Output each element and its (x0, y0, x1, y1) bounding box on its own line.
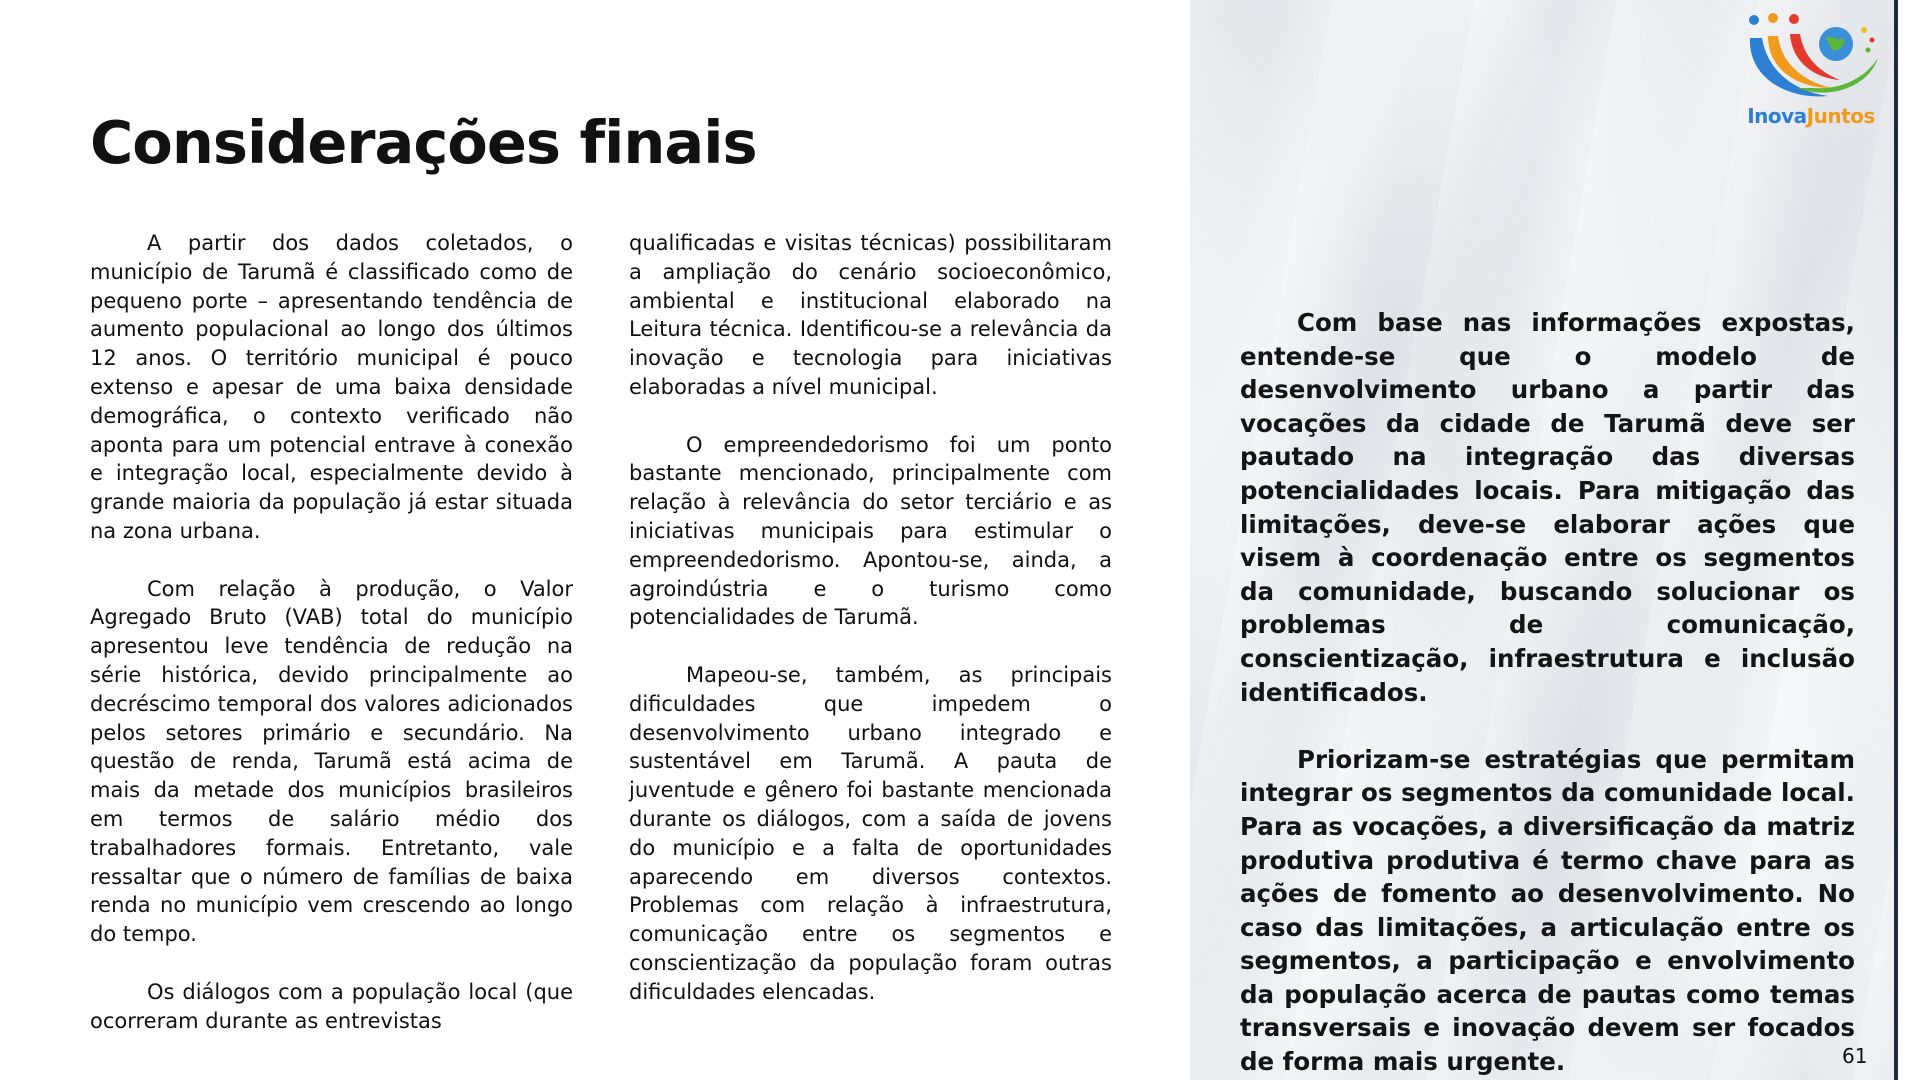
paragraph: O empreendedorismo foi um ponto bastante mencionado, principalmente com relação à relevância do setor terciário e as iniciativas municipais para estimular o empreendedorismo. Apontou-se, ainda, a agroindústria e o turismo como potencialidades de Tarumã. (629, 432, 1112, 630)
text-column-left (90, 229, 573, 1035)
logo-wordmark: InovaJuntos (1747, 104, 1875, 128)
text-column-middle (629, 229, 1112, 1007)
inovajuntos-logo (1728, 8, 1888, 133)
page-title: Considerações finais (90, 108, 757, 177)
paragraph: Com base nas informações expostas, entende-se que o modelo de desenvolvimento urbano a partir das vocações da cidade de Tarumã deve ser pautado na integração das diversas potencialidades locais. Para mitigação das limitações, deve-se elaborar ações que visem à coordenação entre os segmentos da comunidade, buscando solucionar os problemas de comunicação, conscientização, infraestrutura e inclusão identificados. (1240, 308, 1855, 707)
paragraph: A partir dos dados coletados, o município de Tarumã é classificado como de pequeno porte – apresentando tendência de aumento populacional ao longo dos últimos 12 anos. O território municipal é pouco extenso e apesar de uma baixa densidade demográfica, o contexto verificado não aponta para um potencial entrave à conexão e integração local, especialmente devido à grande maioria da população já estar situada na zona urbana. (90, 231, 573, 543)
conclusion-text (1240, 306, 1855, 1079)
paragraph-continuation: qualificadas e visitas técnicas) possibilitaram a ampliação do cenário socioeconômico, ambiental e institucional elaborado na Leitura técnica. Identificou-se a relevância da inovação e tecnologia para iniciativas elaboradas a nível municipal. (629, 231, 1112, 399)
paragraph: Com relação à produção, o Valor Agregado Bruto (VAB) total do município apresentou leve tendência de redução na série histórica, devido principalmente ao decréscimo temporal dos valores adicionados pelos setores primário e secundário. Na questão de renda, Tarumã está acima de mais da metade dos municípios brasileiros em termos de salário médio dos trabalhadores formais. Entretanto, vale ressaltar que o número de famílias de baixa renda no município vem crescendo ao longo do tempo. (90, 576, 573, 947)
page-number: 61 (1842, 1044, 1868, 1068)
paragraph: Mapeou-se, também, as principais dificuldades que impedem o desenvolvimento urbano integrado e sustentável em Tarumã. A pauta de juventude e gênero foi bastante mencionada durante os diálogos, com a saída de jovens do município e a falta de oportunidades aparecendo em diversos contextos. Problemas com relação à infraestrutura, comunicação entre os segmentos e conscientização da população foram outras dificuldades elencadas. (629, 662, 1112, 1004)
logo-mark-icon (1728, 8, 1888, 108)
paragraph: Os diálogos com a população local (que ocorreram durante as entrevistas (90, 979, 573, 1033)
edge-bar (1894, 0, 1898, 1080)
paragraph: Priorizam-se estratégias que permitam integrar os segmentos da comunidade local. Para as vocações, a diversificação da matriz produtiva produtiva é termo chave para as ações de fomento ao desenvolvimento. No caso das limitações, a articulação entre os segmentos, a participação e envolvimento da população acerca de pautas como temas transversais e inovação devem ser focados de forma mais urgente. (1240, 744, 1855, 1077)
